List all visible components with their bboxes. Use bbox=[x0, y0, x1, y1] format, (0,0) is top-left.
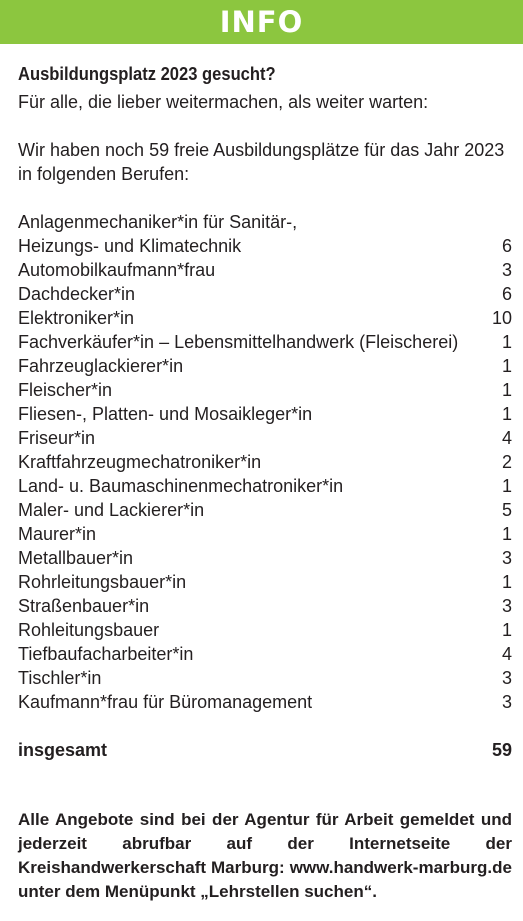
profession-count: 1 bbox=[501, 620, 512, 640]
profession-name: Anlagenmechaniker*in für Sanitär-, bbox=[18, 212, 298, 232]
profession-name: Maler- und Lackierer*in bbox=[18, 500, 205, 520]
profession-name: Fahrzeuglackierer*in bbox=[18, 356, 184, 376]
profession-name: Fachverkäufer*in – Lebensmittelhandwerk (Fleischerei) bbox=[18, 332, 459, 352]
profession-row bbox=[18, 258, 512, 282]
profession-count: 1 bbox=[501, 524, 512, 544]
profession-row bbox=[18, 666, 512, 690]
profession-name: Fleischer*in bbox=[18, 380, 113, 400]
profession-count: 4 bbox=[501, 428, 512, 448]
headline: Ausbildungsplatz 2023 gesucht? bbox=[18, 64, 276, 84]
profession-row bbox=[18, 378, 512, 402]
profession-row bbox=[18, 282, 512, 306]
profession-count: 3 bbox=[501, 548, 512, 568]
profession-name: Tischler*in bbox=[18, 668, 102, 688]
profession-name: Rohrleitungsbauer*in bbox=[18, 572, 187, 592]
profession-count: 1 bbox=[501, 332, 512, 352]
profession-name: Heizungs- und Klimatechnik bbox=[18, 236, 242, 256]
profession-count: 3 bbox=[501, 692, 512, 712]
footer-note: Alle Angebote sind bei der Agentur für Arbeit gemeldet und jederzeit abrufbar auf der Internetseite der Kreishandwerkerschaft Marburg: www.handwerk-marburg.de unter dem Menüpunkt „Lehrstellen suchen“. bbox=[18, 810, 512, 901]
profession-name: Rohleitungsbauer bbox=[18, 620, 160, 640]
profession-row bbox=[18, 426, 512, 450]
profession-count: 6 bbox=[501, 284, 512, 304]
subline: Für alle, die lieber weitermachen, als weiter warten: bbox=[18, 92, 429, 112]
profession-name: Friseur*in bbox=[18, 428, 96, 448]
profession-row bbox=[18, 546, 512, 570]
profession-row bbox=[18, 498, 512, 522]
profession-row bbox=[18, 210, 512, 234]
profession-row bbox=[18, 306, 512, 330]
profession-name: Maurer*in bbox=[18, 524, 97, 544]
profession-name: Tiefbaufacharbeiter*in bbox=[18, 644, 194, 664]
total-label: insgesamt bbox=[18, 740, 108, 760]
profession-count: 3 bbox=[501, 260, 512, 280]
profession-name: Automobilkaufmann*frau bbox=[18, 260, 216, 280]
profession-count: 3 bbox=[501, 596, 512, 616]
profession-count: 10 bbox=[491, 308, 512, 328]
total-value: 59 bbox=[491, 740, 512, 760]
intro-text: Wir haben noch 59 freie Ausbildungsplätze für das Jahr 2023 in folgenden Berufen: bbox=[18, 140, 505, 184]
profession-name: Kraftfahrzeugmechatroniker*in bbox=[18, 452, 262, 472]
profession-name: Fliesen-, Platten- und Mosaikleger*in bbox=[18, 404, 313, 424]
profession-name: Metallbauer*in bbox=[18, 548, 134, 568]
profession-list bbox=[18, 210, 512, 714]
profession-row bbox=[18, 690, 512, 714]
profession-row bbox=[18, 522, 512, 546]
profession-name: Kaufmann*frau für Büromanagement bbox=[18, 692, 313, 712]
info-header-bar bbox=[0, 0, 523, 44]
profession-row bbox=[18, 354, 512, 378]
profession-row bbox=[18, 570, 512, 594]
profession-count: 2 bbox=[501, 452, 512, 472]
profession-row bbox=[18, 234, 512, 258]
profession-name: Dachdecker*in bbox=[18, 284, 136, 304]
profession-count: 1 bbox=[501, 380, 512, 400]
profession-count: 4 bbox=[501, 644, 512, 664]
profession-count: 1 bbox=[501, 572, 512, 592]
profession-count: 1 bbox=[501, 404, 512, 424]
profession-name: Land- u. Baumaschinenmechatroniker*in bbox=[18, 476, 344, 496]
profession-row bbox=[18, 618, 512, 642]
profession-count: 3 bbox=[501, 668, 512, 688]
profession-count: 1 bbox=[501, 356, 512, 376]
profession-count: 5 bbox=[501, 500, 512, 520]
article-body bbox=[18, 62, 512, 921]
profession-row bbox=[18, 450, 512, 474]
profession-name: Straßenbauer*in bbox=[18, 596, 150, 616]
profession-row bbox=[18, 642, 512, 666]
profession-row bbox=[18, 594, 512, 618]
profession-count: 6 bbox=[501, 236, 512, 256]
profession-row bbox=[18, 474, 512, 498]
header-title: INFO bbox=[219, 4, 304, 39]
profession-count: 1 bbox=[501, 476, 512, 496]
total-row bbox=[18, 738, 512, 762]
profession-row bbox=[18, 330, 512, 354]
profession-row bbox=[18, 402, 512, 426]
profession-name: Elektroniker*in bbox=[18, 308, 135, 328]
